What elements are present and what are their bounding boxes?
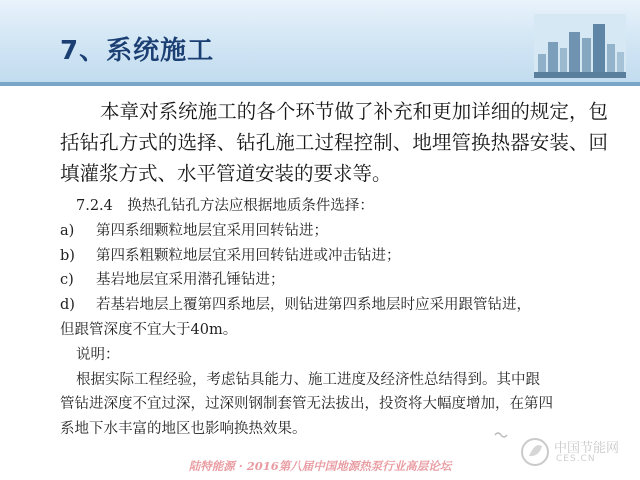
spec-item	[60, 244, 580, 269]
item-text: 第四系粗颗粒地层宜采用回转钻进或冲击钻进；	[96, 247, 401, 264]
item-mark: d)	[60, 297, 75, 314]
spec-item	[60, 268, 580, 293]
footer-text: 陆特能源 · 2016第八届中国地源热泵行业高层论坛	[188, 459, 452, 473]
spec-item	[60, 219, 580, 244]
item-text: 基岩地层宜采用潜孔锤钻进；	[96, 272, 285, 289]
note-label: 说明：	[76, 346, 120, 363]
swirl-icon	[494, 430, 508, 440]
item-mark: a)	[60, 222, 75, 239]
watermark-url: CES.CN	[556, 454, 596, 464]
item-text: 若基岩地层上覆第四系地层，则钻进第四系地层时应采用跟管钻进，	[96, 297, 531, 314]
item-text: 第四系细颗粒地层宜采用回转钻进；	[96, 222, 328, 239]
note-line: 系地下水丰富的地区也影响换热效果。	[60, 421, 307, 438]
intro-paragraph: 本章对系统施工的各个环节做了补充和更加详细的规定，包括钻孔方式的选择、钻孔施工过程控制、地埋管换热器安装、回填灌浆方式、水平管道安装的要求等。	[60, 100, 608, 185]
spec-heading: 7.2.4 换热孔钻孔方法应根据地质条件选择：	[76, 198, 374, 214]
slide-title: 7、系统施工	[60, 36, 215, 66]
city-skyline-icon	[534, 14, 626, 78]
item-mark: b)	[60, 247, 75, 264]
spec-block	[60, 194, 580, 442]
spec-item	[60, 293, 580, 318]
note-line: 根据实际工程经验，考虑钻具能力、施工进度及经济性总结得到。其中跟	[76, 371, 540, 388]
spec-continuation: 但跟管深度不宜大于40m。	[60, 321, 238, 338]
watermark-name: 中国节能网	[554, 441, 620, 456]
item-mark: c)	[60, 272, 74, 289]
note-line: 管钻进深度不宜过深，过深则钢制套管无法拔出，投资将大幅度增加，在第四	[60, 396, 553, 413]
header-divider	[0, 82, 640, 86]
